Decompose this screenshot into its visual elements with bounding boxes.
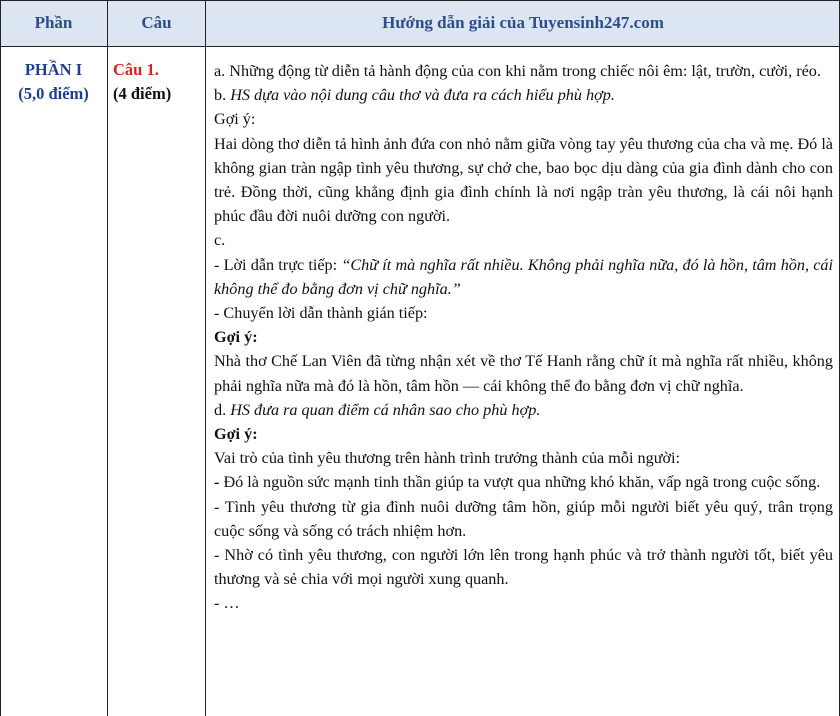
answer-b-instruction: HS dựa vào nội dung câu thơ và đưa ra cách hiểu phù hợp. xyxy=(230,86,615,105)
question-number: Câu 1. xyxy=(113,60,159,79)
answer-c-direct: - Lời dẫn trực tiếp: “Chữ ít mà nghĩa rất nhiều. Không phải nghĩa nữa, đó là hồn, tâm hồn, cái không thể đo bằng đơn vị chữ nghĩa.” xyxy=(214,255,834,298)
answer-d-item-2: - Tình yêu thương từ gia đình nuôi dưỡng tâm hồn, giúp mỗi người biết yêu quý, trân trọng cuộc sống và sống có trách nhiệm hơn. xyxy=(214,497,833,540)
header-solution: Hướng dẫn giải của Tuyensinh247.com xyxy=(206,0,840,46)
table-top-border xyxy=(0,0,840,1)
answer-b-hint: Hai dòng thơ diễn tả hình ảnh đứa con nhỏ nằm giữa vòng tay yêu thương của cha và mẹ. Đó là không gian tràn ngập tình yêu thương, sự chở che, bao bọc dịu dàng của gia đình dành cho con trẻ. Đồng thời, cũng khẳng định gia đình chính là nơi ngập tràn yêu thương, là cái nôi hạnh phúc đầu đời nuôi dưỡng con người. xyxy=(214,134,833,226)
answer-cell xyxy=(214,59,833,616)
column-divider-1 xyxy=(107,0,108,716)
answer-c-convert: - Chuyển lời dẫn thành gián tiếp: xyxy=(214,304,428,323)
answer-b-hint-label: Gợi ý: xyxy=(214,110,256,129)
answer-d-item-4: - … xyxy=(214,594,240,613)
answer-d-item-3: - Nhờ có tình yêu thương, con người lớn lên trong hạnh phúc và trở thành người tốt, biết yêu thương và sẻ chia với mọi người xung quanh. xyxy=(214,546,833,589)
answer-d-instruction: HS đưa ra quan điểm cá nhân sao cho phù hợp. xyxy=(230,400,541,419)
header-divider xyxy=(0,46,840,47)
table-left-border xyxy=(0,0,1,716)
section-title: PHẦN I xyxy=(24,60,83,79)
question-points: (4 điểm) xyxy=(113,84,172,103)
question-cell xyxy=(113,58,171,106)
answer-d-intro: Vai trò của tình yêu thương trên hành trình trưởng thành của mỗi người: xyxy=(214,449,681,468)
column-divider-2 xyxy=(205,0,206,716)
answer-b: b. HS dựa vào nội dung câu thơ và đưa ra cách hiểu phù hợp. xyxy=(214,86,615,105)
section-points: (5,0 điểm) xyxy=(18,84,89,103)
header-question: Câu xyxy=(108,0,205,46)
section-cell xyxy=(0,58,107,106)
header-part: Phần xyxy=(0,0,107,46)
answer-d-item-1: - Đó là nguồn sức mạnh tinh thần giúp ta vượt qua những khó khăn, vấp ngã trong cuộc sống. xyxy=(214,473,821,492)
answer-a: a. Những động từ diễn tả hành động của con khi nằm trong chiếc nôi êm: lật, trườn, cười, réo. xyxy=(214,62,821,80)
answer-c-quote: “Chữ ít mà nghĩa rất nhiều. Không phải nghĩa nữa, đó là hồn, tâm hồn, cái không thể đo bằng đơn vị chữ nghĩa.” xyxy=(214,255,834,298)
answer-d-hint-label: Gợi ý: xyxy=(214,425,258,444)
answer-d: d. HS đưa ra quan điểm cá nhân sao cho phù hợp. xyxy=(214,400,541,419)
answer-c-label: c. xyxy=(214,231,226,250)
answer-c-hint-label: Gợi ý: xyxy=(214,328,258,347)
answer-c-hint: Nhà thơ Chế Lan Viên đã từng nhận xét về thơ Tế Hanh rằng chữ ít mà nghĩa rất nhiều, không phải nghĩa nữa mà đó là hồn, tâm hồn — cái không thể đo bằng đơn vị chữ nghĩa. xyxy=(214,352,833,395)
